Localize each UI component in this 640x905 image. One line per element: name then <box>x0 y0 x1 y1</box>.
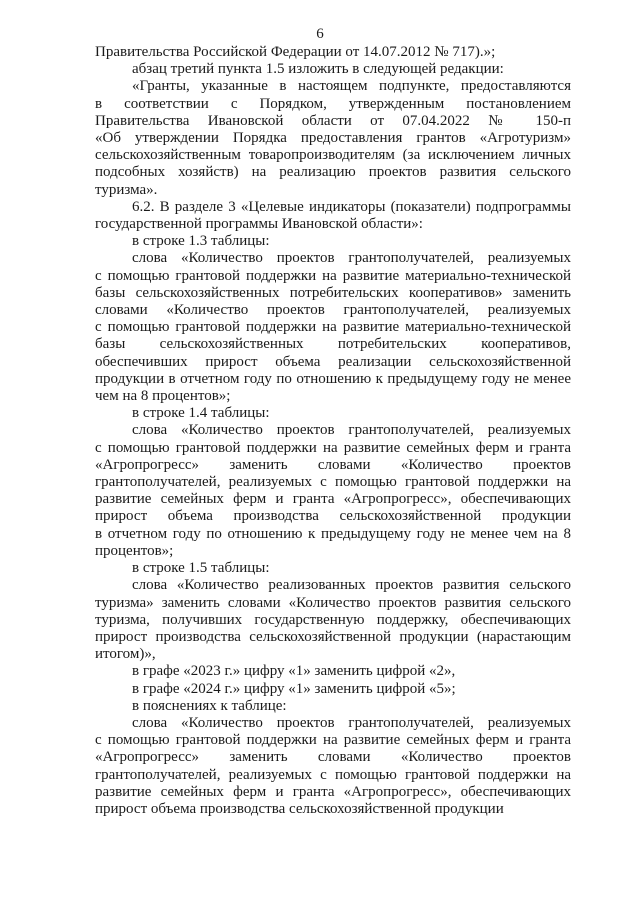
text-line: «Агропрогресс» заменить словами «Количество проектов <box>95 749 571 766</box>
paragraph <box>95 681 571 698</box>
text-line: слова «Количество проектов грантополучателей, реализуемых <box>132 250 571 267</box>
text-line: в строке 1.5 таблицы: <box>132 560 270 577</box>
text-line: процентов»; <box>95 542 174 559</box>
text-line: грантополучателей, реализуемых с помощью грантовой поддержки на <box>95 766 571 783</box>
text-line: туризма» заменить словами «Количество проектов развития сельского <box>95 594 571 611</box>
page-number: 6 <box>316 26 324 42</box>
text-line: в строке 1.3 таблицы: <box>132 233 270 250</box>
paragraph <box>95 405 571 422</box>
text-line: прирост объема производства сельскохозяйственной продукции <box>95 508 571 525</box>
paragraph <box>95 560 571 577</box>
text-line: туризма». <box>95 181 158 198</box>
text-line: «Гранты, указанные в настоящем подпункте, предоставляются <box>132 78 571 95</box>
text-line: в соответствии с Порядком, утвержденным постановлением <box>95 95 571 112</box>
text-line: базы сельскохозяйственных потребительских кооперативов» заменить <box>95 284 571 301</box>
text-line: в отчетном году по отношению к предыдущему году не менее чем на 8 <box>95 525 571 542</box>
text-line: с помощью грантовой поддержки на развитие материально-технической <box>95 319 571 336</box>
paragraph <box>95 698 571 715</box>
text-line: Правительства Ивановской области от 07.04.2022 № 150-п <box>95 112 571 129</box>
paragraph <box>95 577 571 663</box>
text-line: в пояснениях к таблице: <box>132 697 287 714</box>
text-line: обеспечивших прирост объема реализации сельскохозяйственной <box>95 353 571 370</box>
text-line: итогом)», <box>95 646 156 663</box>
text-line: абзац третий пункта 1.5 изложить в следующей редакции: <box>132 61 504 78</box>
text-line: Правительства Российской Федерации от 14.07.2012 № 717).»; <box>95 44 496 60</box>
text-line: прирост объема производства сельскохозяйственной продукции <box>95 800 504 817</box>
document-body <box>95 44 571 818</box>
text-line: слова «Количество реализованных проектов развития сельского <box>132 577 571 594</box>
text-line: развитие семейных ферм и гранта «Агропрогресс», обеспечивающих <box>95 783 571 800</box>
paragraph <box>95 715 571 818</box>
text-line: развитие семейных ферм и гранта «Агропрогресс», обеспечивающих <box>95 491 571 508</box>
paragraph <box>95 78 571 198</box>
text-line: словами «Количество проектов грантополучателей, реализуемых <box>95 302 571 319</box>
text-line: с помощью грантовой поддержки на развитие семейных ферм и гранта <box>95 439 571 456</box>
text-line: слова «Количество проектов грантополучателей, реализуемых <box>132 714 571 731</box>
paragraph <box>95 61 571 78</box>
text-line: подсобных хозяйств) на реализацию проектов развития сельского <box>95 164 571 181</box>
text-line: с помощью грантовой поддержки на развитие семейных ферм и гранта <box>95 732 571 749</box>
text-line: сельскохозяйственным товаропроизводителям (за исключением личных <box>95 147 571 164</box>
text-line: с помощью грантовой поддержки на развитие материально-технической <box>95 267 571 284</box>
paragraph <box>95 199 571 233</box>
text-line: «Об утверждении Порядка предоставления грантов «Агротуризм» <box>95 130 571 147</box>
paragraph <box>95 250 571 405</box>
text-line: государственной программы Ивановской области»: <box>95 216 423 233</box>
text-line: прирост производства сельскохозяйственной продукции (нарастающим <box>95 628 571 645</box>
text-line: в графе «2023 г.» цифру «1» заменить цифрой «2», <box>132 663 456 680</box>
text-line: базы сельскохозяйственных потребительских кооперативов, <box>95 336 571 353</box>
paragraph <box>95 663 571 680</box>
text-line: грантополучателей, реализуемых с помощью грантовой поддержки на <box>95 474 571 491</box>
text-line: 6.2. В разделе 3 «Целевые индикаторы (показатели) подпрограммы <box>132 198 571 215</box>
text-line: слова «Количество проектов грантополучателей, реализуемых <box>132 422 571 439</box>
text-line: туризма, получивших государственную поддержку, обеспечивающих <box>95 611 571 628</box>
paragraph <box>95 233 571 250</box>
paragraph <box>95 422 571 560</box>
paragraph <box>95 44 571 61</box>
text-line: в строке 1.4 таблицы: <box>132 405 270 422</box>
text-line: чем на 8 процентов»; <box>95 388 231 405</box>
text-line: в графе «2024 г.» цифру «1» заменить цифрой «5»; <box>132 680 456 697</box>
text-line: «Агропрогресс» заменить словами «Количество проектов <box>95 456 571 473</box>
text-line: продукции в отчетном году по отношению к предыдущему году не менее <box>95 370 571 387</box>
